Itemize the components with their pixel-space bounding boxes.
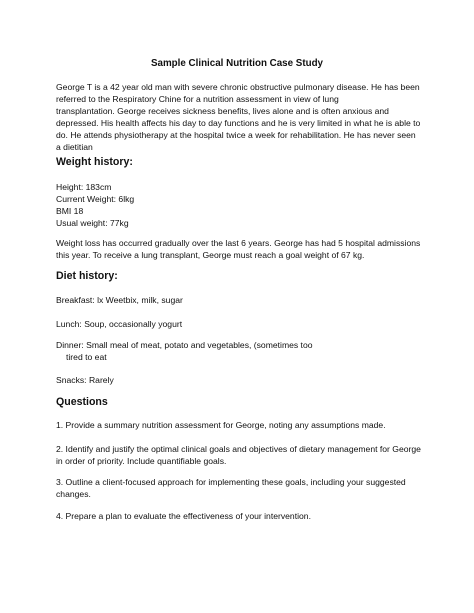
breakfast-text: Breakfast: lx Weetbix, milk, sugar [56,295,183,305]
question-line: in order of priority. Include quantifiable goals. [56,456,227,466]
question-2 [56,443,424,467]
document-title: Sample Clinical Nutrition Case Study [150,58,324,69]
weight-stats [56,181,424,229]
height-stat: Height: 183cm [56,182,112,192]
weight-loss-note [56,237,424,261]
question-line: 1. Provide a summary nutrition assessment for George, noting any assumptions made. [56,420,386,430]
current-weight-stat: Current Weight: 6lkg [56,194,135,204]
breakfast-entry [56,294,424,306]
question-line: 2. Identify and justify the optimal clinical goals and objectives of dietary management for George [56,444,421,454]
intro-line: referred to the Respiratory Chine for a nutrition assessment in view of lung [56,94,339,104]
question-line: 3. Outline a client-focused approach for implementing these goals, including your suggested [56,477,406,487]
lunch-entry [56,318,424,330]
snacks-text: Snacks: Rarely [56,375,114,385]
question-4 [56,510,424,522]
intro-line: do. He attends physiotherapy at the hospital twice a week for rehabilitation. He has never seen [56,130,416,140]
bmi-stat: BMI 18 [56,206,84,216]
usual-weight-stat: Usual weight: 77kg [56,218,129,228]
question-line: 4. Prepare a plan to evaluate the effectiveness of your intervention. [56,511,311,521]
intro-paragraph [56,81,424,153]
snacks-entry [56,374,424,386]
lunch-text: Lunch: Soup, occasionally yogurt [56,319,183,329]
note-line: this year. To receive a lung transplant, George must reach a goal weight of 67 kg. [56,250,365,260]
questions-heading: Questions [56,396,108,408]
question-3 [56,476,424,500]
intro-line: George T is a 42 year old man with severe chronic obstructive pulmonary disease. He has been [56,82,420,92]
dinner-line: tired to eat [66,352,107,362]
dinner-line: Dinner: Small meal of meat, potato and vegetables, (sometimes too [56,340,313,350]
note-line: Weight loss has occurred gradually over the last 6 years. George has had 5 hospital admissions [56,238,421,248]
intro-line: depressed. His health affects his day to day functions and he is very limited in what he is able to [56,118,421,128]
weight-history-heading: Weight history: [56,156,133,168]
dinner-entry [56,339,424,363]
diet-history-heading: Diet history: [56,270,118,282]
question-1 [56,419,424,431]
intro-line: transplantation. George receives sickness benefits, lives alone and is often anxious and [56,106,389,116]
question-line: changes. [56,489,91,499]
intro-line: a dietitian [56,142,93,152]
